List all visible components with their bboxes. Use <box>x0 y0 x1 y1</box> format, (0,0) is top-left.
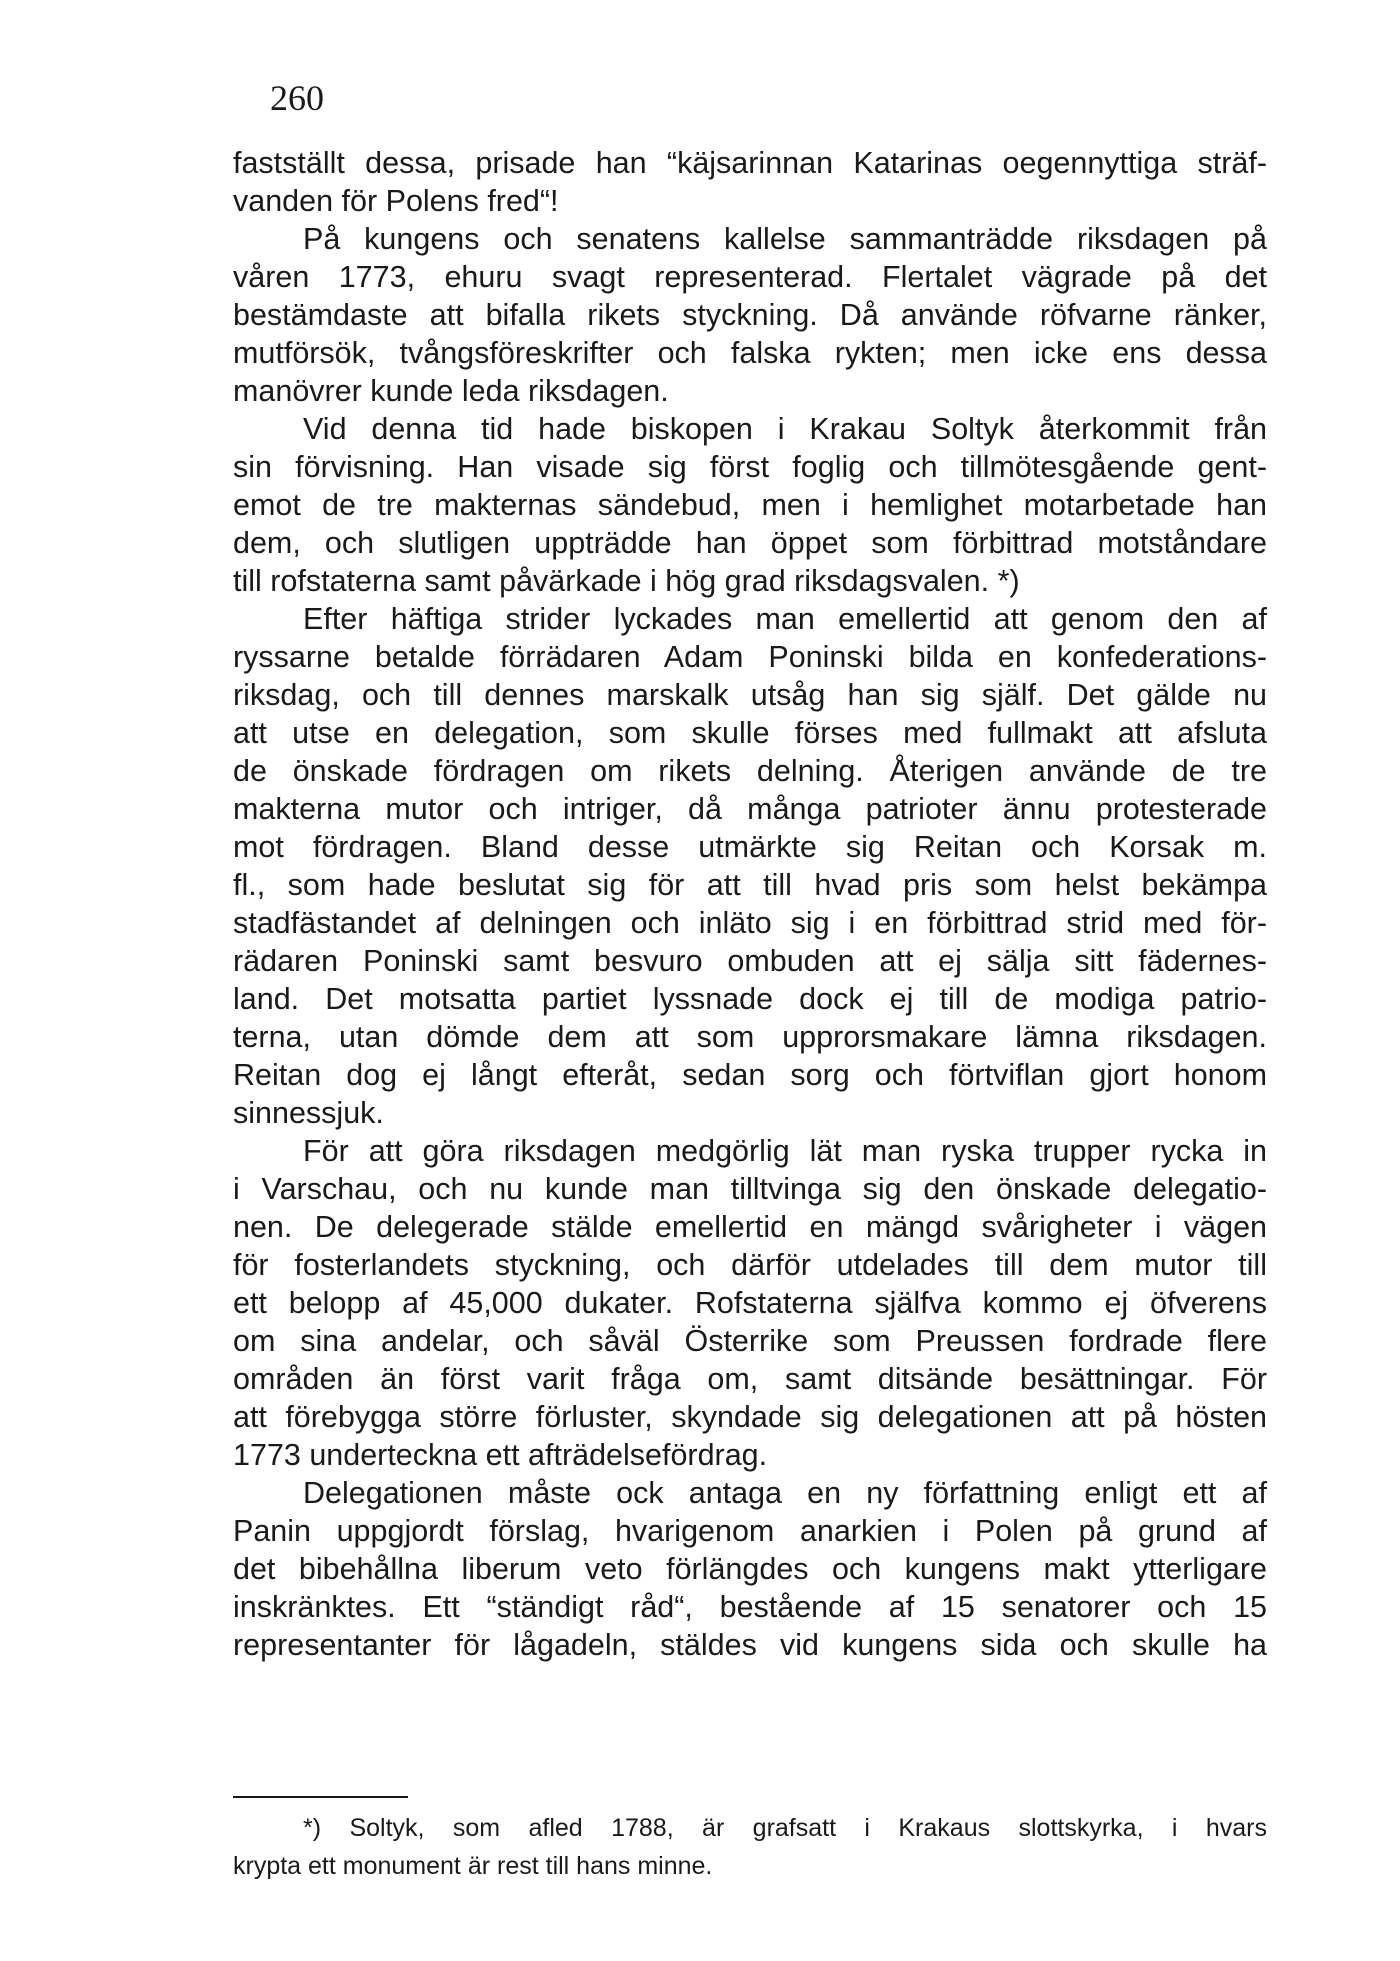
text-line: Panin uppgjordt förslag, hvarigenom anarkien i Polen på grund af <box>233 1514 1267 1548</box>
text-line: om sina andelar, och såväl Österrike som Preussen fordrade flere <box>233 1324 1267 1358</box>
text-line: sinnessjuk. <box>233 1096 384 1130</box>
text-line: för fosterlandets styckning, och därför utdelades till dem mutor till <box>233 1248 1267 1282</box>
paragraph-4 <box>233 600 1267 1132</box>
text-line: På kungens och senatens kallelse sammanträdde riksdagen på <box>303 222 1267 256</box>
text-line: att utse en delegation, som skulle förses med fullmakt att afsluta <box>233 716 1267 750</box>
text-line: i Varschau, och nu kunde man tilltvinga sig den önskade delegatio- <box>233 1172 1267 1206</box>
page-number: 260 <box>270 78 324 118</box>
text-line: Reitan dog ej långt efteråt, sedan sorg och förtviflan gjort honom <box>233 1058 1267 1092</box>
footnote <box>233 1812 1267 1888</box>
text-line: land. Det motsatta partiet lyssnade dock ej till de modiga patrio- <box>233 982 1267 1016</box>
text-line: de önskade fördragen om rikets delning. Återigen använde de tre <box>233 754 1267 788</box>
text-line: dem, och slutligen uppträdde han öppet som förbittrad motståndare <box>233 526 1267 560</box>
text-line: våren 1773, ehuru svagt representerad. Flertalet vägrade på det <box>233 260 1267 294</box>
text-line: till rofstaterna samt påvärkade i hög grad riksdagsvalen. *) <box>233 564 1020 598</box>
text-line: nen. De delegerade stälde emellertid en mängd svårigheter i vägen <box>233 1210 1267 1244</box>
text-line: rädaren Poninski samt besvuro ombuden att ej sälja sitt fädernes- <box>233 944 1267 978</box>
text-line: ett belopp af 45,000 dukater. Rofstaterna själfva kommo ej öfverens <box>233 1286 1267 1320</box>
paragraph-3 <box>233 410 1267 600</box>
text-line: fastställt dessa, prisade han “käjsarinnan Katarinas oegennyttiga sträf- <box>233 146 1267 180</box>
text-line: För att göra riksdagen medgörlig lät man ryska trupper rycka in <box>303 1134 1267 1168</box>
text-line: sin förvisning. Han visade sig först foglig och tillmötesgående gent- <box>233 450 1267 484</box>
paragraph-1 <box>233 144 1267 220</box>
text-line: områden än först varit fråga om, samt ditsände besättningar. För <box>233 1362 1267 1396</box>
text-line: Delegationen måste ock antaga en ny författning enligt ett af <box>303 1476 1267 1510</box>
text-line: terna, utan dömde dem att som upprorsmakare lämna riksdagen. <box>233 1020 1267 1054</box>
text-line: Vid denna tid hade biskopen i Krakau Soltyk återkommit från <box>303 412 1267 446</box>
text-line: riksdag, och till dennes marskalk utsåg han sig själf. Det gälde nu <box>233 678 1267 712</box>
text-line: emot de tre makternas sändebud, men i hemlighet motarbetade han <box>233 488 1267 522</box>
text-line: att förebygga större förluster, skyndade sig delegationen att på hösten <box>233 1400 1267 1434</box>
text-line: stadfästandet af delningen och inläto sig i en förbittrad strid med för- <box>233 906 1267 940</box>
text-line: mot fördragen. Bland desse utmärkte sig Reitan och Korsak m. <box>233 830 1267 864</box>
text-line: inskränktes. Ett “ständigt råd“, bestående af 15 senatorer och 15 <box>233 1590 1267 1624</box>
text-line: bestämdaste att bifalla rikets styckning. Då använde röfvarne ränker, <box>233 298 1267 332</box>
text-line: 1773 underteckna ett afträdelsefördrag. <box>233 1438 768 1472</box>
text-line: representanter för lågadeln, stäldes vid kungens sida och skulle ha <box>233 1628 1267 1662</box>
text-line: vanden för Polens fred“! <box>233 184 559 218</box>
paragraph-2 <box>233 220 1267 410</box>
paragraph-5 <box>233 1132 1267 1474</box>
text-line: Efter häftiga strider lyckades man emellertid att genom den af <box>303 602 1267 636</box>
text-line: fl., som hade beslutat sig för att till hvad pris som helst bekämpa <box>233 868 1267 902</box>
text-line: ryssarne betalde förrädaren Adam Poninski bilda en konfederations- <box>233 640 1267 674</box>
text-line: manövrer kunde leda riksdagen. <box>233 374 669 408</box>
footnote-line: krypta ett monument är rest till hans minne. <box>233 1852 713 1880</box>
footnote-line: *) Soltyk, som afled 1788, är grafsatt i Krakaus slottskyrka, i hvars <box>303 1814 1267 1842</box>
paragraph-6 <box>233 1474 1267 1664</box>
text-line: mutförsök, tvångsföreskrifter och falska rykten; men icke ens dessa <box>233 336 1267 370</box>
body-text <box>233 144 1267 1664</box>
text-line: det bibehållna liberum veto förlängdes och kungens makt ytterligare <box>233 1552 1267 1586</box>
text-line: makterna mutor och intriger, då många patrioter ännu protesterade <box>233 792 1267 826</box>
footnote-divider <box>233 1796 408 1798</box>
